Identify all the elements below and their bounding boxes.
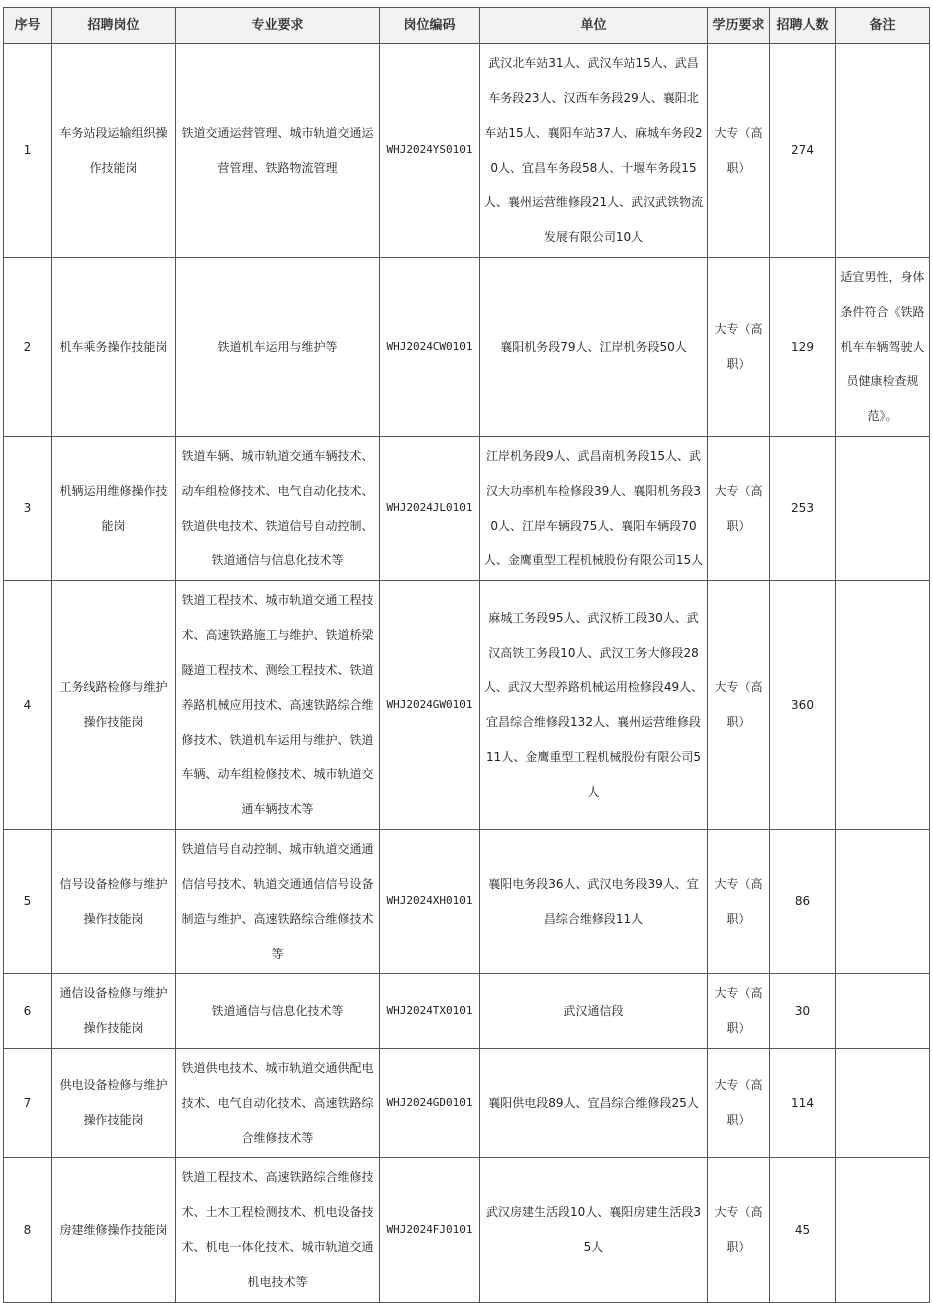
- cell-position: 工务线路检修与维护操作技能岗: [52, 581, 176, 830]
- cell-no: 3: [4, 436, 52, 580]
- cell-note: [836, 1158, 930, 1302]
- cell-no: 4: [4, 581, 52, 830]
- header-position: 招聘岗位: [52, 8, 176, 44]
- cell-education: 大专（高职）: [708, 44, 770, 258]
- header-count: 招聘人数: [770, 8, 836, 44]
- cell-education: 大专（高职）: [708, 436, 770, 580]
- cell-note: [836, 1048, 930, 1157]
- table-row: [4, 581, 930, 830]
- cell-count: 129: [770, 258, 836, 437]
- cell-major: 铁道供电技术、城市轨道交通供配电技术、电气自动化技术、高速铁路综合维修技术等: [176, 1048, 380, 1157]
- cell-position: 机辆运用维修操作技能岗: [52, 436, 176, 580]
- header-code: 岗位编码: [380, 8, 480, 44]
- cell-position: 供电设备检修与维护操作技能岗: [52, 1048, 176, 1157]
- cell-position: 信号设备检修与维护操作技能岗: [52, 830, 176, 974]
- cell-position: 车务站段运输组织操作技能岗: [52, 44, 176, 258]
- cell-no: 5: [4, 830, 52, 974]
- cell-note: [836, 974, 930, 1049]
- header-note: 备注: [836, 8, 930, 44]
- cell-unit: 江岸机务段9人、武昌南机务段15人、武汉大功率机车检修段39人、襄阳机务段30人、江岸车辆段75人、襄阳车辆段70人、金鹰重型工程机械股份有限公司15人: [480, 436, 708, 580]
- header-unit: 单位: [480, 8, 708, 44]
- cell-unit: 武汉通信段: [480, 974, 708, 1049]
- cell-major: 铁道通信与信息化技术等: [176, 974, 380, 1049]
- table-row: [4, 44, 930, 258]
- cell-position: 房建维修操作技能岗: [52, 1158, 176, 1302]
- header-major: 专业要求: [176, 8, 380, 44]
- cell-count: 274: [770, 44, 836, 258]
- cell-unit: 武汉北车站31人、武汉车站15人、武昌车务段23人、汉西车务段29人、襄阳北车站15人、襄阳车站37人、麻城车务段20人、宜昌车务段58人、十堰车务段15人、襄州运营维修段21人、武汉武铁物流发展有限公司10人: [480, 44, 708, 258]
- cell-education: 大专（高职）: [708, 1048, 770, 1157]
- cell-note: 适宜男性，身体条件符合《铁路机车车辆驾驶人员健康检查规范》。: [836, 258, 930, 437]
- cell-unit: 襄阳机务段79人、江岸机务段50人: [480, 258, 708, 437]
- cell-count: 253: [770, 436, 836, 580]
- cell-major: 铁道机车运用与维护等: [176, 258, 380, 437]
- table-row: [4, 1048, 930, 1157]
- cell-major: 铁道工程技术、城市轨道交通工程技术、高速铁路施工与维护、铁道桥梁隧道工程技术、测绘工程技术、铁道养路机械应用技术、高速铁路综合维修技术、铁道机车运用与维护、铁道车辆、动车组检修技术、城市轨道交通车辆技术等: [176, 581, 380, 830]
- table-row: [4, 436, 930, 580]
- cell-unit: 襄阳电务段36人、武汉电务段39人、宜昌综合维修段11人: [480, 830, 708, 974]
- cell-note: [836, 581, 930, 830]
- cell-code: WHJ2024XH0101: [380, 830, 480, 974]
- header-education: 学历要求: [708, 8, 770, 44]
- cell-count: 30: [770, 974, 836, 1049]
- cell-count: 114: [770, 1048, 836, 1157]
- cell-position: 通信设备检修与维护操作技能岗: [52, 974, 176, 1049]
- cell-code: WHJ2024YS0101: [380, 44, 480, 258]
- cell-major: 铁道信号自动控制、城市轨道交通通信信号技术、轨道交通通信信号设备制造与维护、高速铁路综合维修技术等: [176, 830, 380, 974]
- cell-major: 铁道车辆、城市轨道交通车辆技术、动车组检修技术、电气自动化技术、铁道供电技术、铁道信号自动控制、铁道通信与信息化技术等: [176, 436, 380, 580]
- header-no: 序号: [4, 8, 52, 44]
- cell-code: WHJ2024TX0101: [380, 974, 480, 1049]
- cell-code: WHJ2024FJ0101: [380, 1158, 480, 1302]
- cell-no: 7: [4, 1048, 52, 1157]
- cell-major: 铁道工程技术、高速铁路综合维修技术、土木工程检测技术、机电设备技术、机电一体化技术、城市轨道交通机电技术等: [176, 1158, 380, 1302]
- cell-education: 大专（高职）: [708, 1158, 770, 1302]
- cell-position: 机车乘务操作技能岗: [52, 258, 176, 437]
- cell-count: 86: [770, 830, 836, 974]
- table-header-row: [4, 8, 930, 44]
- cell-code: WHJ2024GW0101: [380, 581, 480, 830]
- cell-code: WHJ2024CW0101: [380, 258, 480, 437]
- cell-count: 360: [770, 581, 836, 830]
- cell-no: 8: [4, 1158, 52, 1302]
- cell-unit: 麻城工务段95人、武汉桥工段30人、武汉高铁工务段10人、武汉工务大修段28人、武汉大型养路机械运用检修段49人、宜昌综合维修段132人、襄州运营维修段11人、金鹰重型工程机械股份有限公司5人: [480, 581, 708, 830]
- cell-code: WHJ2024JL0101: [380, 436, 480, 580]
- cell-education: 大专（高职）: [708, 581, 770, 830]
- cell-unit: 武汉房建生活段10人、襄阳房建生活段35人: [480, 1158, 708, 1302]
- cell-note: [836, 830, 930, 974]
- cell-education: 大专（高职）: [708, 974, 770, 1049]
- cell-unit: 襄阳供电段89人、宜昌综合维修段25人: [480, 1048, 708, 1157]
- table-row: [4, 974, 930, 1049]
- table-row: [4, 1158, 930, 1302]
- cell-count: 45: [770, 1158, 836, 1302]
- cell-no: 1: [4, 44, 52, 258]
- cell-no: 2: [4, 258, 52, 437]
- recruitment-table: [3, 7, 930, 1303]
- table-row: [4, 258, 930, 437]
- table-row: [4, 830, 930, 974]
- cell-code: WHJ2024GD0101: [380, 1048, 480, 1157]
- cell-education: 大专（高职）: [708, 830, 770, 974]
- cell-no: 6: [4, 974, 52, 1049]
- cell-major: 铁道交通运营管理、城市轨道交通运营管理、铁路物流管理: [176, 44, 380, 258]
- cell-note: [836, 436, 930, 580]
- cell-education: 大专（高职）: [708, 258, 770, 437]
- cell-note: [836, 44, 930, 258]
